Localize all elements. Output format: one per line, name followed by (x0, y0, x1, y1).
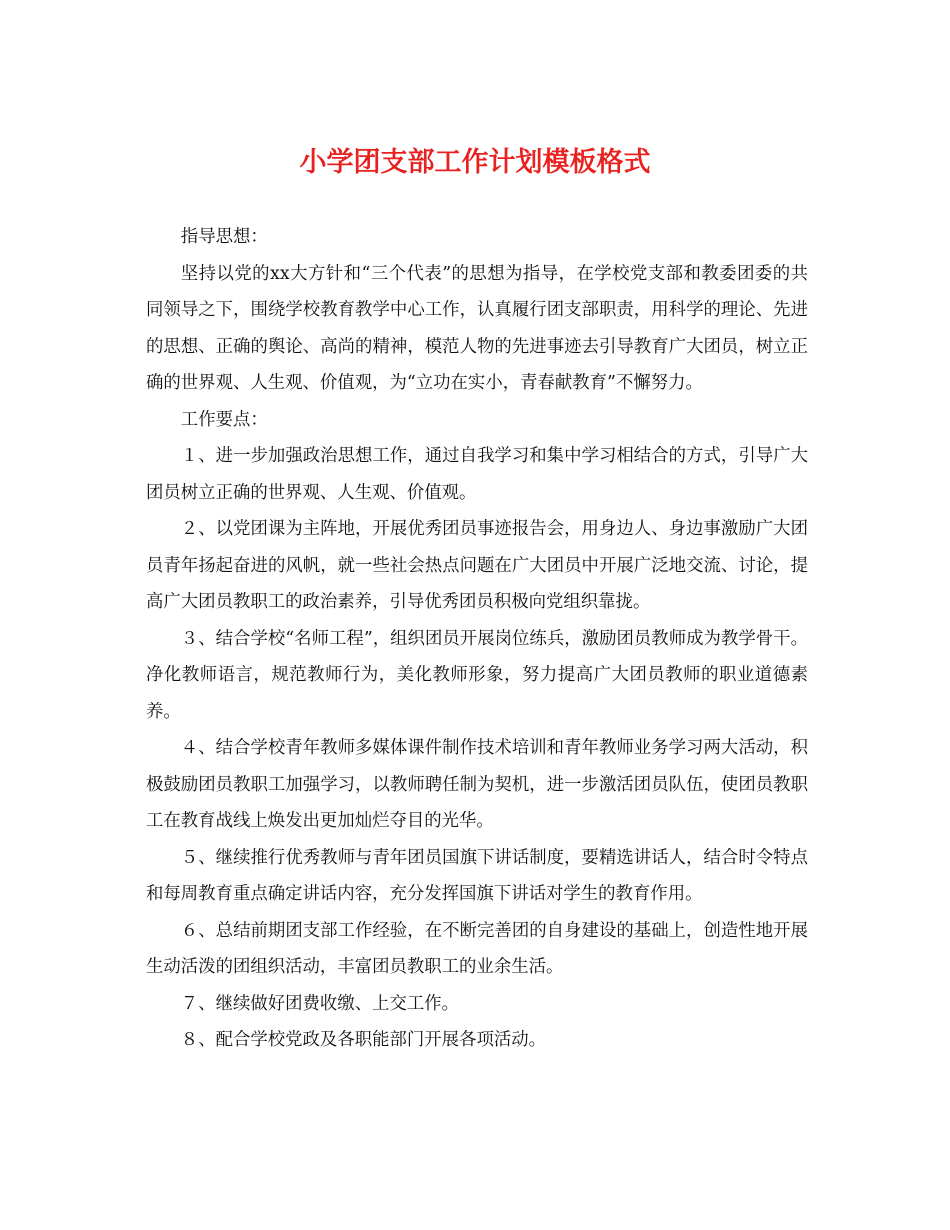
work-point-8: ８、配合学校党政及各职能部门开展各项活动。 (180, 1030, 547, 1050)
work-point-1: １、进一步加强政治思想工作，通过自我学习和集中学习相结合的方式，引导广大团员树立正确的世界观、人生观、价值观。 (146, 446, 808, 503)
section-heading-guiding-ideology: 指导思想： (180, 227, 268, 247)
work-point-2: ２、以党团课为主阵地，开展优秀团员事迹报告会，用身边人、身边事激励广大团员青年扬起奋进的风帆，就一些社会热点问题在广大团员中开展广泛地交流、讨论，提高广大团员教职工的政治素养，引导优秀团员积极向党组织靠拢。 (146, 519, 808, 612)
work-point-6: ６、总结前期团支部工作经验，在不断完善团的自身建设的基础上，创造性地开展生动活泼的团组织活动，丰富团员教职工的业余生活。 (146, 920, 808, 977)
work-point-3: ３、结合学校“名师工程”，组织团员开展岗位练兵，激励团员教师成为教学骨干。净化教师语言，规范教师行为，美化教师形象，努力提高广大团员教师的职业道德素养。 (146, 628, 808, 722)
document-title: 小学团支部工作计划模板格式 (299, 147, 651, 178)
document-body (146, 219, 808, 1059)
work-point-4: ４、结合学校青年教师多媒体课件制作技术培训和青年教师业务学习两大活动，积极鼓励团员教职工加强学习，以教师聘任制为契机，进一步激活团员队伍，使团员教职工在教育战线上焕发出更加灿烂夺目的光华。 (146, 738, 808, 831)
work-point-7: ７、继续做好团费收缴、上交工作。 (180, 993, 460, 1014)
section-heading-work-points: 工作要点： (180, 409, 268, 430)
work-point-5: ５、继续推行优秀教师与青年团员国旗下讲话制度，要精选讲话人，结合时令特点和每周教育重点确定讲话内容，充分发挥国旗下讲话对学生的教育作用。 (146, 847, 808, 904)
paragraph-guiding-ideology: 坚持以党的xx大方针和“三个代表”的思想为指导，在学校党支部和教委团委的共同领导之下，围绕学校教育教学中心工作，认真履行团支部职责，用科学的理论、先进的思想、正确的舆论、高尚的精神，模范人物的先进事迹去引导教育广大团员，树立正确的世界观、人生观、价值观，为“立功在实小，青春献教育”不懈努力。 (146, 263, 808, 393)
